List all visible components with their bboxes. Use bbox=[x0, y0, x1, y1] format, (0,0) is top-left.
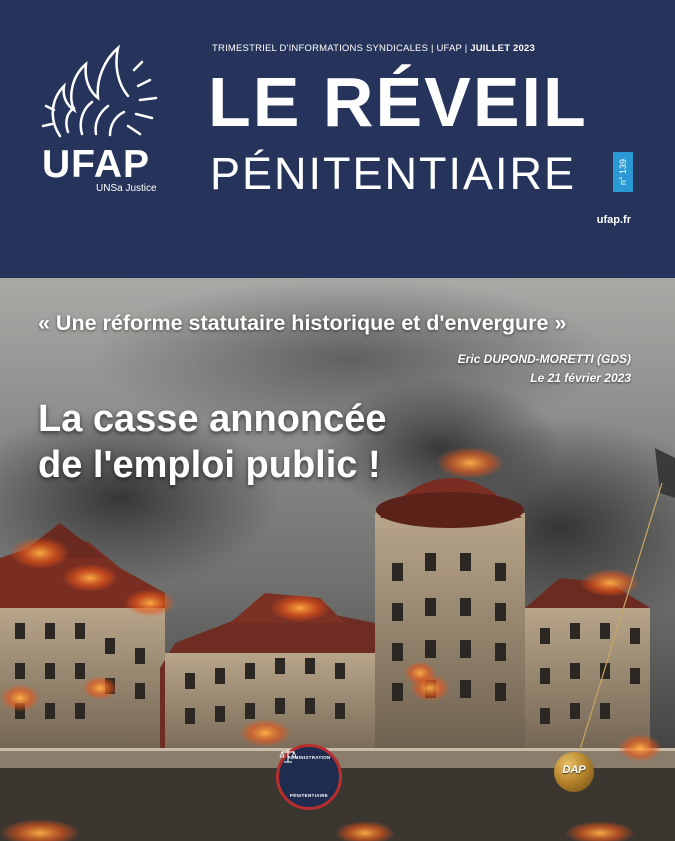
scales-icon bbox=[279, 747, 297, 765]
ufap-logo bbox=[38, 40, 178, 200]
headline-line1: La casse annoncée bbox=[38, 398, 387, 440]
quote-date: Le 21 février 2023 bbox=[530, 371, 631, 385]
masthead-title-line2: PÉNITENTIAIRE bbox=[210, 148, 577, 199]
seal-bottom-text: PÉNITENTIAIRE bbox=[289, 793, 329, 798]
headline-line2: de l'emploi public ! bbox=[38, 444, 381, 486]
logo-subtitle: UNSa Justice bbox=[96, 183, 157, 194]
wrecking-ball bbox=[554, 752, 594, 792]
cover-quote: « Une réforme statutaire historique et d'envergure » bbox=[38, 311, 567, 335]
website-link[interactable]: ufap.fr bbox=[596, 214, 631, 226]
administration-penitentiaire-seal bbox=[276, 744, 342, 810]
tagline-text: TRIMESTRIEL D'INFORMATIONS SYNDICALES | UFAP | bbox=[212, 43, 471, 54]
tagline-date: JUILLET 2023 bbox=[470, 43, 535, 54]
tagline bbox=[212, 43, 535, 54]
masthead bbox=[0, 0, 675, 278]
cover-headline bbox=[38, 396, 387, 488]
quote-attribution bbox=[458, 350, 631, 388]
logo-wordmark: UFAP bbox=[42, 143, 151, 186]
flame-icon bbox=[38, 40, 178, 150]
cover-illustration bbox=[0, 278, 675, 841]
seal-top-text: ADMINISTRATION bbox=[287, 755, 331, 760]
masthead-title-line1: LE RÉVEIL bbox=[208, 63, 588, 141]
issue-badge bbox=[613, 152, 633, 192]
issue-number: n° 139 bbox=[618, 158, 628, 186]
wrecking-ball-label: DAP bbox=[562, 764, 586, 776]
quote-author: Eric DUPOND-MORETTI (GDS) bbox=[457, 352, 631, 366]
